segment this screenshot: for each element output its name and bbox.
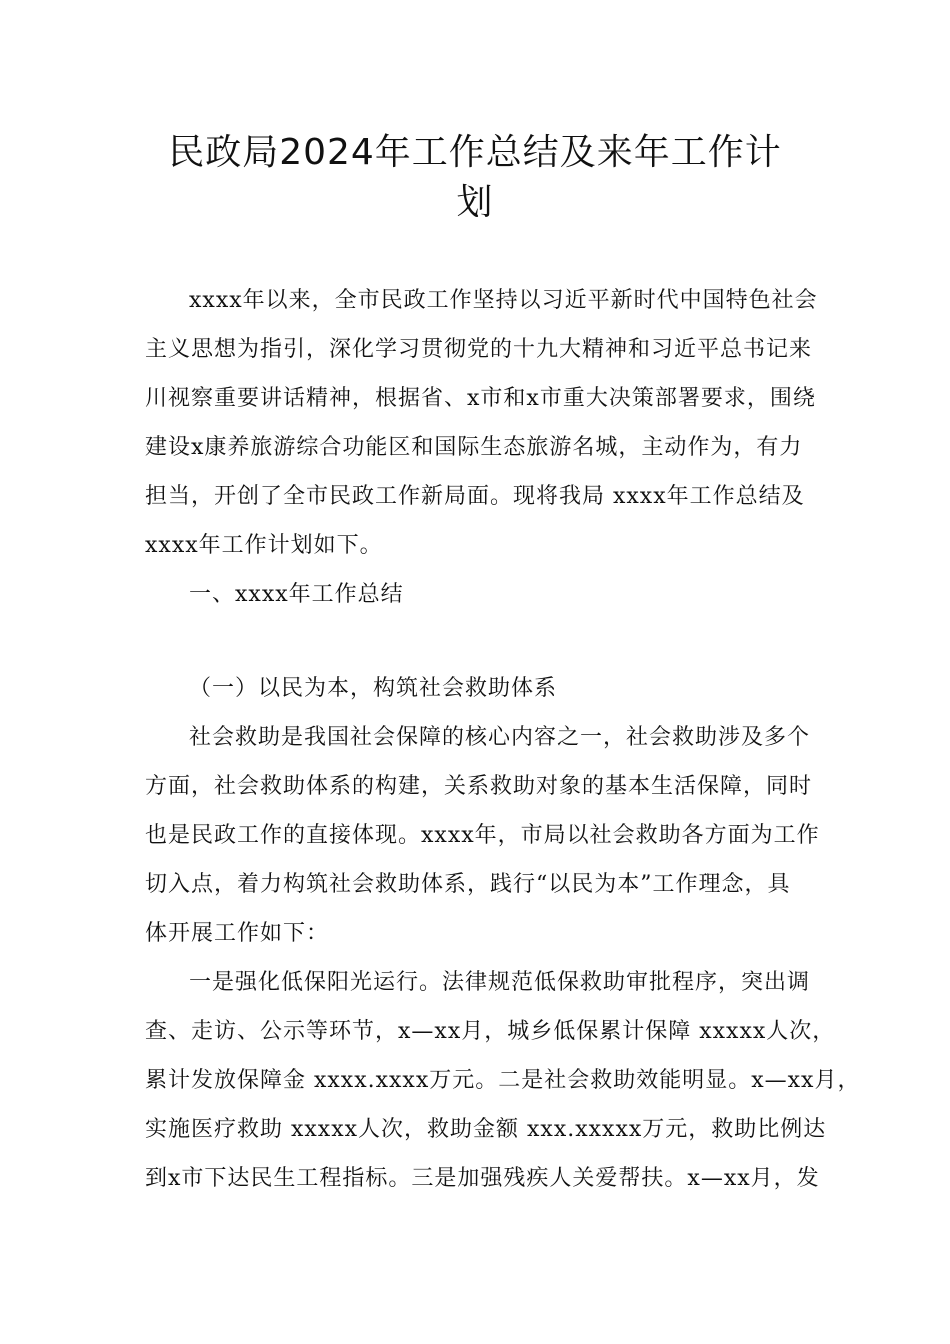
paragraph-line: 查、走访、公示等环节，x—xx月，城乡低保累计保障 xxxxx人次，: [145, 1019, 836, 1044]
section-gap: [145, 619, 810, 664]
paragraph-line: 累计发放保障金 xxxx.xxxx万元。二是社会救助效能明显。x—xx月，: [145, 1068, 861, 1093]
paragraph-line: 川视察重要讲话精神，根据省、x市和x市重大决策部署要求，围绕: [145, 386, 816, 411]
document-title: [145, 128, 805, 228]
title-line-2: 划: [456, 182, 494, 223]
subsection-heading: （一）以民为本，构筑社会救助体系: [189, 676, 558, 701]
paragraph-line: 体开展工作如下：: [145, 921, 330, 946]
paragraph-line: 担当，开创了全市民政工作新局面。现将我局 xxxx年工作总结及: [145, 484, 805, 509]
paragraph-line: 一是强化低保阳光运行。法律规范低保救助审批程序，突出调: [189, 970, 811, 995]
paragraph-line: 到x市下达民生工程指标。三是加强残疾人关爱帮扶。x—xx月，发: [145, 1166, 820, 1191]
paragraph-line: 实施医疗救助 xxxxx人次，救助金额 xxx.xxxxx万元，救助比例达: [145, 1117, 827, 1142]
paragraph-line: 方面，社会救助体系的构建，关系救助对象的基本生活保障，同时: [145, 774, 813, 799]
document-body: [145, 276, 861, 1203]
paragraph-line: 切入点，着力构筑社会救助体系，践行“以民为本”工作理念，具: [145, 872, 791, 897]
section-heading: 一、xxxx年工作总结: [189, 582, 404, 607]
paragraph-line: 主义思想为指引，深化学习贯彻党的十九大精神和习近平总书记来: [145, 337, 813, 362]
paragraph-line: xxxx年以来，全市民政工作坚持以习近平新时代中国特色社会: [189, 288, 818, 313]
paragraph-line: 建设x康养旅游综合功能区和国际生态旅游名城，主动作为，有力: [145, 435, 803, 460]
paragraph-line: xxxx年工作计划如下。: [145, 533, 383, 558]
paragraph-line: 也是民政工作的直接体现。xxxx年，市局以社会救助各方面为工作: [145, 823, 820, 848]
title-line-1: 民政局2024年工作总结及来年工作计: [168, 132, 782, 173]
paragraph-line: 社会救助是我国社会保障的核心内容之一，社会救助涉及多个: [189, 725, 811, 750]
